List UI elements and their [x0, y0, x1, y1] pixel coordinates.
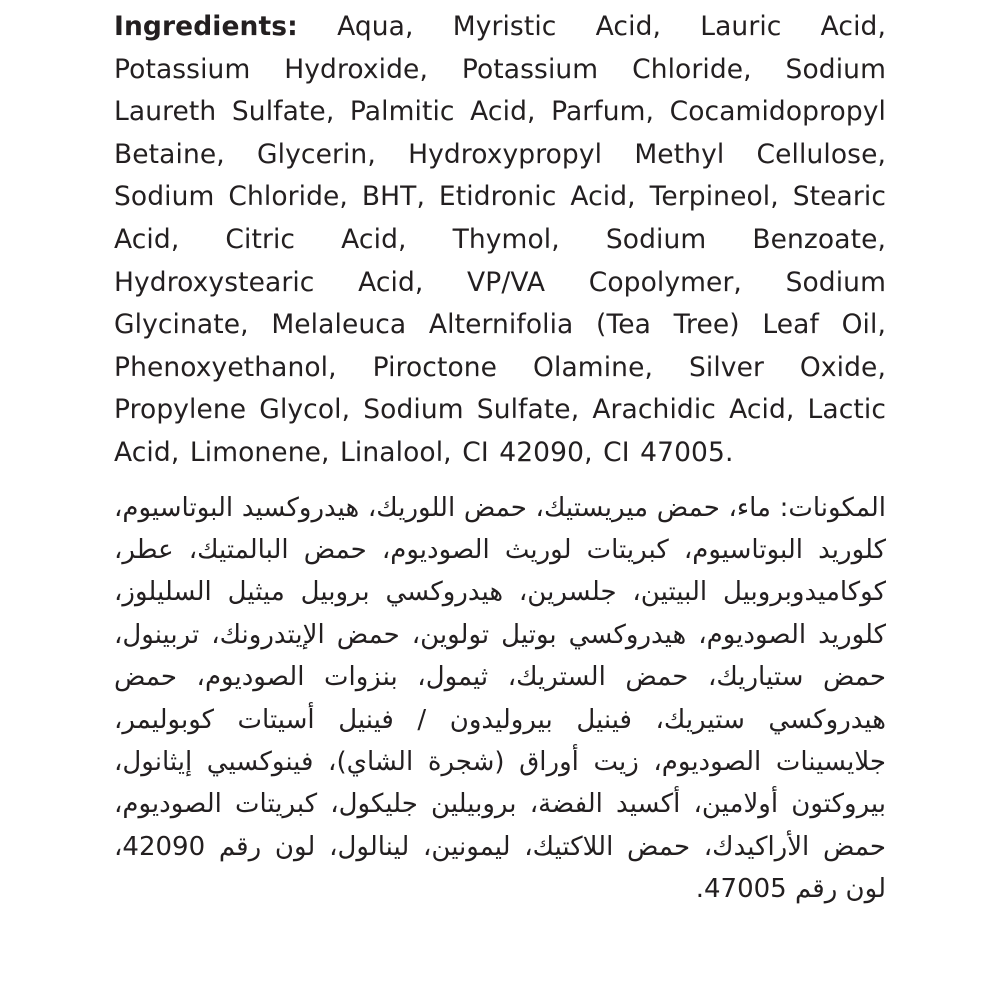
arabic-ingredients-paragraph: المكونات: ماء، حمض ميريستيك، حمض اللوريك، هيدروكسيد البوتاسيوم، كلوريد البوتاسيوم، كبريتات لوريث الصوديوم، حمض البالمتيك، عطر، كوكاميدوبروبيل البيتين، جلسرين، هيدروكسي بروبيل ميثيل السليلوز، كلوريد الصوديوم، هيدروكسي بوتيل تولوين، حمض الإيتدرونك، تربينول، حمض ستياريك، حمض الستريك، ثيمول، بنزوات الصوديوم، حمض هيدروكسي ستيريك، فينيل بيروليدون / فينيل أسيتات كوبوليمر، جلايسينات الصوديوم، زيت أوراق (شجرة الشاي)، فينوكسيي إيثانول، بيروكتون أولامين، أكسيد الفضة، بروبيلين جليكول، كبريتات الصوديوم، حمض الأراكيدك، حمض اللاكتيك، ليمونين، لينالول، لون رقم 42090، لون رقم 47005. — [114, 492, 886, 905]
ingredients-label — [114, 6, 886, 911]
english-ingredients-list: Aqua, Myristic Acid, Lauric Acid, Potassium Hydroxide, Potassium Chloride, Sodium Laureth Sulfate, Palmitic Acid, Parfum, Cocamidopropyl Betaine, Glycerin, Hydroxypropyl Methyl Cellulose, Sodium Chloride, BHT, Etidronic Acid, Terpineol, Stearic Acid, Citric Acid, Thymol, Sodium Benzoate, Hydroxystearic Acid, VP/VA Copolymer, Sodium Glycinate, Melaleuca Alternifolia (Tea Tree) Leaf Oil, Phenoxyethanol, Piroctone Olamine, Silver Oxide, Propylene Glycol, Sodium Sulfate, Arachidic Acid, Lactic Acid, Limonene, Linalool, CI 42090, CI 47005. — [114, 11, 886, 468]
english-ingredients-paragraph — [114, 6, 886, 475]
ingredients-heading: Ingredients: — [114, 11, 298, 42]
